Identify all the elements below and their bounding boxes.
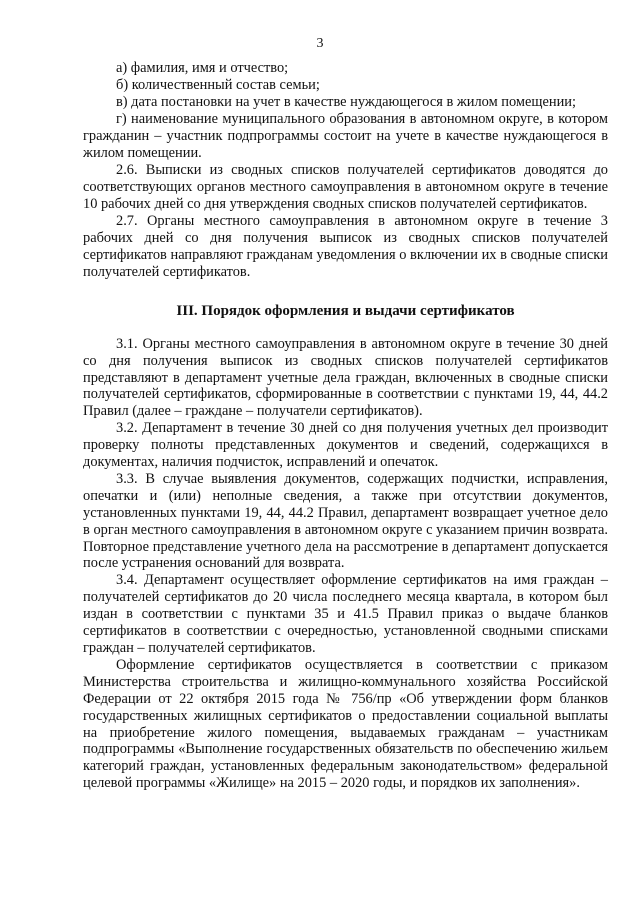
list-item-b: б) количественный состав семьи; [116,76,320,93]
paragraph-3-2: 3.2. Департамент в течение 30 дней со дня получения учетных дел производит проверку полноты представленных документов и сведений, содержащихся в документах, наличия подчисток, исправлений и опечаток. [83,420,608,471]
document-body [83,60,608,792]
list-item-c: в) дата постановки на учет в качестве нуждающегося в жилом помещении; [116,93,576,110]
list-item-d: г) наименование муниципального образования в автономном округе, в котором гражданин – участник подпрограммы состоит на учете в качестве нуждающегося в жилом помещении. [83,110,608,161]
paragraph-2-6: 2.6. Выписки из сводных списков получателей сертификатов доводятся до соответствующих органов местного самоуправления в автономном округе в течение 10 рабочих дней со дня утверждения сводных списков получателей сертификатов. [83,162,608,213]
paragraph-3-3: 3.3. В случае выявления документов, содержащих подчистки, исправления, опечатки и (или) неполные сведения, а также при отсутствии документов, установленных пунктами 19, 44, 44.2 Правил, департамент возвращает учетное дело в орган местного самоуправления в автономном округе с указанием причин возврата. Повторное представление учетного дела на рассмотрение в департамент допускается после устранения оснований для возврата. [83,470,608,572]
list-item-a: а) фамилия, имя и отчество; [116,60,289,76]
page-number: 3 [316,36,324,51]
paragraph-forms-order: Оформление сертификатов осуществляется в соответствии с приказом Министерства строительства и жилищно-коммунального хозяйства Российской Федерации от 22 октября 2015 года № 756/пр «Об утверждении форм бланков государственных жилищных сертификатов о предоставлении социальной выплаты на приобретение жилого помещения, выдаваемых гражданам – участникам подпрограммы «Выполнение государственных обязательств по обеспечению жильем категорий граждан, установленных федеральным законодательством» федеральной целевой программы «Жилище» на 2015 – 2020 годы, и порядков их заполнения». [83,656,608,792]
paragraph-2-7: 2.7. Органы местного самоуправления в автономном округе в течение 3 рабочих дней со дня получения выписок из сводных списков получателей сертификатов направляют гражданам уведомления о включении их в сводные списки получателей сертификатов. [83,213,608,280]
section-title: III. Порядок оформления и выдачи сертификатов [176,302,515,319]
paragraph-3-4: 3.4. Департамент осуществляет оформление сертификатов на имя граждан – получателей сертификатов до 20 числа последнего месяца квартала, в котором был издан в соответствии с пунктами 35 и 41.5 Правил приказ о выдаче бланков сертификатов в соответствии с очередностью, установленной сводными списками граждан – получателей сертификатов. [83,572,608,656]
paragraph-3-1: 3.1. Органы местного самоуправления в автономном округе в течение 30 дней со дня получения выписок из сводных списков получателей сертификатов представляют в департамент учетные дела граждан, включенных в сводные списки получателей сертификатов, сформированные в соответствии с пунктами 19, 44, 44.2 Правил (далее – граждане – получатели сертификатов). [83,335,608,420]
